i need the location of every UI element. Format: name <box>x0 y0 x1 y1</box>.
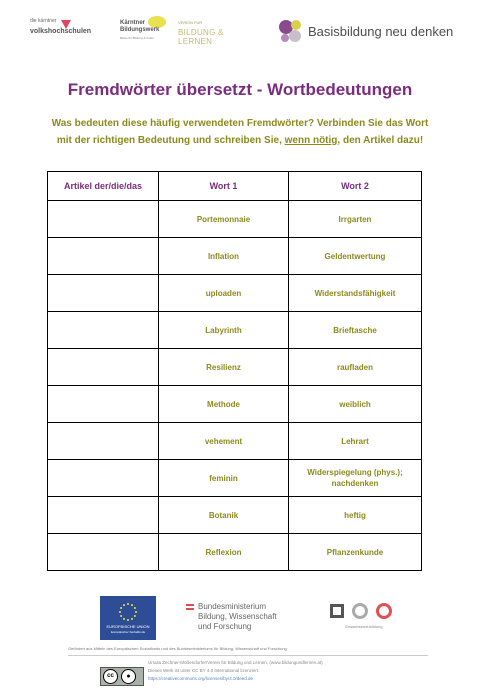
wort-1-cell: Reflexion <box>159 534 289 571</box>
eu-line2: Europäischer Sozialfonds <box>110 630 146 634</box>
header-wort-1: Wort 1 <box>159 172 289 201</box>
wort-1-cell: uploaden <box>159 275 289 312</box>
wort-2-cell: heftig <box>289 497 422 534</box>
bildungswerk-tagline: Bildet für Bildung & Kultur <box>120 36 155 40</box>
vhs-logo-small: die kärntner <box>30 18 57 24</box>
bildungswerk-logo <box>120 16 172 44</box>
instructions <box>50 115 430 149</box>
wort-1-cell: Portemonnaie <box>159 201 289 238</box>
vhs-logo-text: volkshochschulen <box>30 28 92 35</box>
bildung-lernen-logo <box>178 20 260 46</box>
table-row <box>48 423 422 460</box>
artikel-cell[interactable] <box>48 423 159 460</box>
page-title: Fremdwörter übersetzt - Wortbedeutungen <box>67 80 413 99</box>
ministry-logo <box>186 602 306 638</box>
table-row <box>48 238 422 275</box>
table-row <box>48 275 422 312</box>
basisbildung-logo <box>278 18 458 46</box>
wort-1-cell: Methode <box>159 386 289 423</box>
license-text <box>148 659 418 683</box>
artikel-cell[interactable] <box>48 534 159 571</box>
word-table <box>47 171 422 571</box>
bildungswerk-line2: Bildungswerk <box>120 27 160 33</box>
table-row <box>48 312 422 349</box>
eu-line1: EUROPÄISCHE UNION <box>106 624 150 629</box>
wort-1-cell: vehement <box>159 423 289 460</box>
table-row <box>48 460 422 497</box>
wort-2-cell: Widerstandsfähigkeit <box>289 275 422 312</box>
erwachsenenbildung-logo <box>324 602 404 638</box>
wort-1-cell: Resilienz <box>159 349 289 386</box>
instructions-after: , den Artikel dazu! <box>337 135 424 146</box>
header-artikel: Artikel der/die/das <box>48 172 159 201</box>
circle-icon <box>376 603 392 619</box>
artikel-cell[interactable] <box>48 201 159 238</box>
wort-1-cell: feminin <box>159 460 289 497</box>
wort-1-cell: Labyrinth <box>159 312 289 349</box>
artikel-cell[interactable] <box>48 238 159 275</box>
austria-flag-icon <box>186 604 194 610</box>
license-link[interactable]: https://creativecommons.org/licenses/by/4.0/deed.de <box>148 676 254 681</box>
basisbildung-text: Basisbildung neu denken <box>308 24 454 39</box>
ministry-line1: Bundesministerium <box>198 602 267 611</box>
wort-1-cell: Inflation <box>159 238 289 275</box>
license-line2: Dieses Werk ist unter CC BY 4.0 International lizenziert. <box>148 668 260 673</box>
artikel-cell[interactable] <box>48 497 159 534</box>
cc-icon: cc <box>103 669 118 684</box>
header-wort-2: Wort 2 <box>289 172 422 201</box>
eu-stars-icon <box>118 602 138 622</box>
wort-2-cell: Widerspiegelung (phys.); nachdenken <box>289 460 422 497</box>
table-row <box>48 386 422 423</box>
bildung-lernen-text: BILDUNG & LERNEN <box>178 28 224 46</box>
erwachsenenbildung-label: Erwachsenenbildung <box>345 624 383 629</box>
funding-note: Gefördert aus Mitteln des Europäischen Sozialfonds und des Bundesministeriums für Bildung, Wissenschaft und Forschung <box>68 646 287 651</box>
artikel-cell[interactable] <box>48 275 159 312</box>
artikel-cell[interactable] <box>48 312 159 349</box>
table-header-row <box>48 172 422 201</box>
cc-by-badge <box>100 667 144 686</box>
wort-2-cell: Lehrart <box>289 423 422 460</box>
eu-logo <box>100 596 156 640</box>
ministry-line3: und Forschung <box>198 622 252 631</box>
wort-2-cell: Brieftasche <box>289 312 422 349</box>
table-row <box>48 201 422 238</box>
ministry-line2: Bildung, Wissenschaft <box>198 612 277 621</box>
artikel-cell[interactable] <box>48 460 159 497</box>
wort-2-cell: Geldentwertung <box>289 238 422 275</box>
bildung-lernen-small: VEREIN FÜR <box>178 20 203 25</box>
circle-icon <box>352 603 368 619</box>
artikel-cell[interactable] <box>48 349 159 386</box>
wort-1-cell: Botanik <box>159 497 289 534</box>
instructions-underlined: wenn nötig <box>284 135 338 146</box>
footer-divider <box>68 655 428 656</box>
table-row <box>48 349 422 386</box>
bildungswerk-line1: Kärntner <box>120 20 146 26</box>
artikel-cell[interactable] <box>48 386 159 423</box>
bubbles-icon <box>278 18 304 44</box>
wort-2-cell: Irrgarten <box>289 201 422 238</box>
square-icon <box>330 604 344 618</box>
instructions-before: Was bedeuten diese häufig verwendeten Fremdwörter? Verbinden Sie das Wort mit der richtigen Bedeutung und schreiben Sie, <box>51 118 429 146</box>
license-line1: Ursula Zechner-Mößendorfer/Verein für Bildung und Lernen, (www.bildungundlernen.at) <box>148 660 323 665</box>
by-person-icon: ● <box>121 669 136 684</box>
table-row <box>48 497 422 534</box>
wort-2-cell: weiblich <box>289 386 422 423</box>
wort-2-cell: raufladen <box>289 349 422 386</box>
wort-2-cell: Pflanzenkunde <box>289 534 422 571</box>
vhs-logo <box>30 18 110 40</box>
table-row <box>48 534 422 571</box>
